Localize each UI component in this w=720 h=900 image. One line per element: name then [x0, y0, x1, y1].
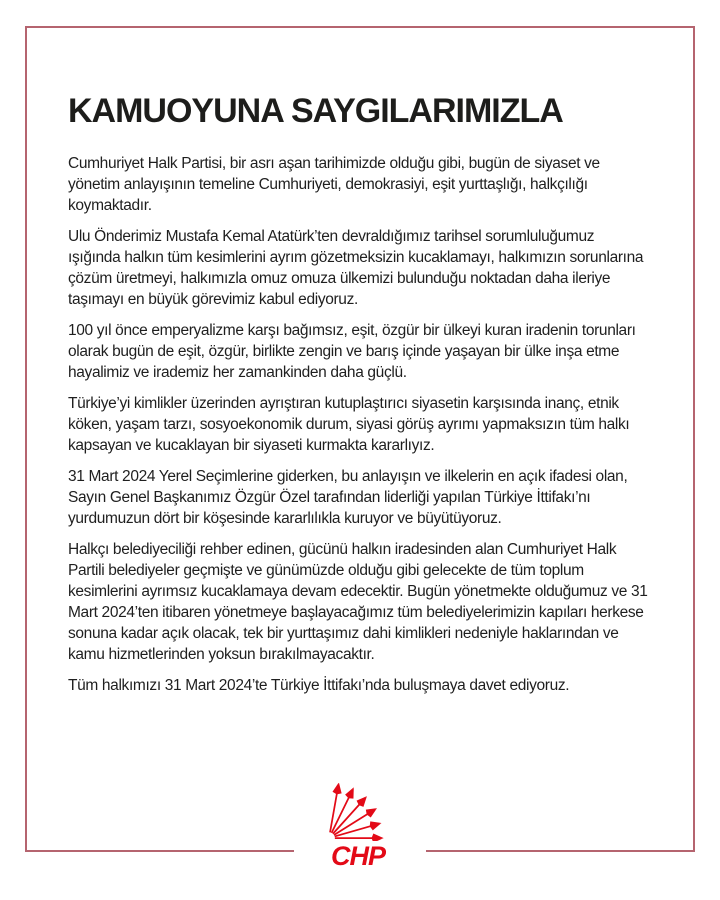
statement-paragraph: 100 yıl önce emperyalizme karşı bağımsız, eşit, özgür bir ülkeyi kuran iradenin torunları olarak bugün de eşit, özgür, birlikte zengin ve barış içinde yaşayan bir ülke inşa etme hayalimiz ve irademiz her zamankinden daha güçlü. [68, 322, 636, 382]
chp-logo [294, 783, 426, 878]
statement-paragraph: 31 Mart 2024 Yerel Seçimlerine giderken, bu anlayışın ve ilkelerin en açık ifadesi olan, Sayın Genel Başkanımız Özgür Özel tarafından liderliği yapılan Türkiye İttifakı’nı yurdumuzun dört bir köşesinde kararlılıkla kuruyor ve büyütüyoruz. [68, 468, 628, 528]
chp-logo-text: CHP [330, 841, 385, 871]
six-arrows-icon [327, 783, 393, 841]
statement-paragraph: Tüm halkımızı 31 Mart 2024’te Türkiye İttifakı’nda buluşmaya davet ediyoruz. [68, 677, 570, 695]
statement-paragraph: Halkçı belediyeciliği rehber edinen, gücünü halkın iradesinden alan Cumhuriyet Halk Partili belediyeler geçmişte ve günümüzde olduğu gibi gelecekte de tüm toplum kesimlerini ayrımsız kucaklamaya devam edecektir. Bugün yönetmekte olduğumuz ve 31 Mart 2024’ten itibaren yönetmeye başlayacağımız tüm belediyelerimizin kapıları herkese sonuna kadar açık olacak, tek bir yurttaşımız dahi kimlikleri nedeniyle haklarından ve kamu hizmetlerinden yoksun bırakılmayacaktır. [68, 541, 648, 664]
statement-paragraph: Cumhuriyet Halk Partisi, bir asrı aşan tarihimizde olduğu gibi, bugün de siyaset ve yönetim anlayışının temeline Cumhuriyeti, demokrasiyi, eşit yurttaşlığı, halkçılığı koymaktadır. [68, 155, 600, 215]
page-title: KAMUOYUNA SAYGILARIMIZLA [68, 92, 563, 130]
statement-paragraph: Ulu Önderimiz Mustafa Kemal Atatürk’ten devraldığımız tarihsel sorumluluğumuz ışığında halkın tüm kesimlerini ayrım gözetmeksizin kucaklamayı, halkımızın sorunlarına çözüm üretmeyi, halkımızla omuz omuza ülkemizi bulunduğu noktadan daha ileriye taşımayı en büyük görevimiz kabul ediyoruz. [68, 228, 644, 309]
statement-content [68, 92, 650, 706]
statement-paragraph: Türkiye’yi kimlikler üzerinden ayrıştıran kutuplaştırıcı siyasetin karşısında inanç, etnik köken, yaşam tarzı, sosyoekonomik durum, siyasi görüş ayrımı yapmaksızın tüm halkı kapsayan ve kucaklayan bir siyaseti kurmakta kararlıyız. [68, 395, 630, 455]
